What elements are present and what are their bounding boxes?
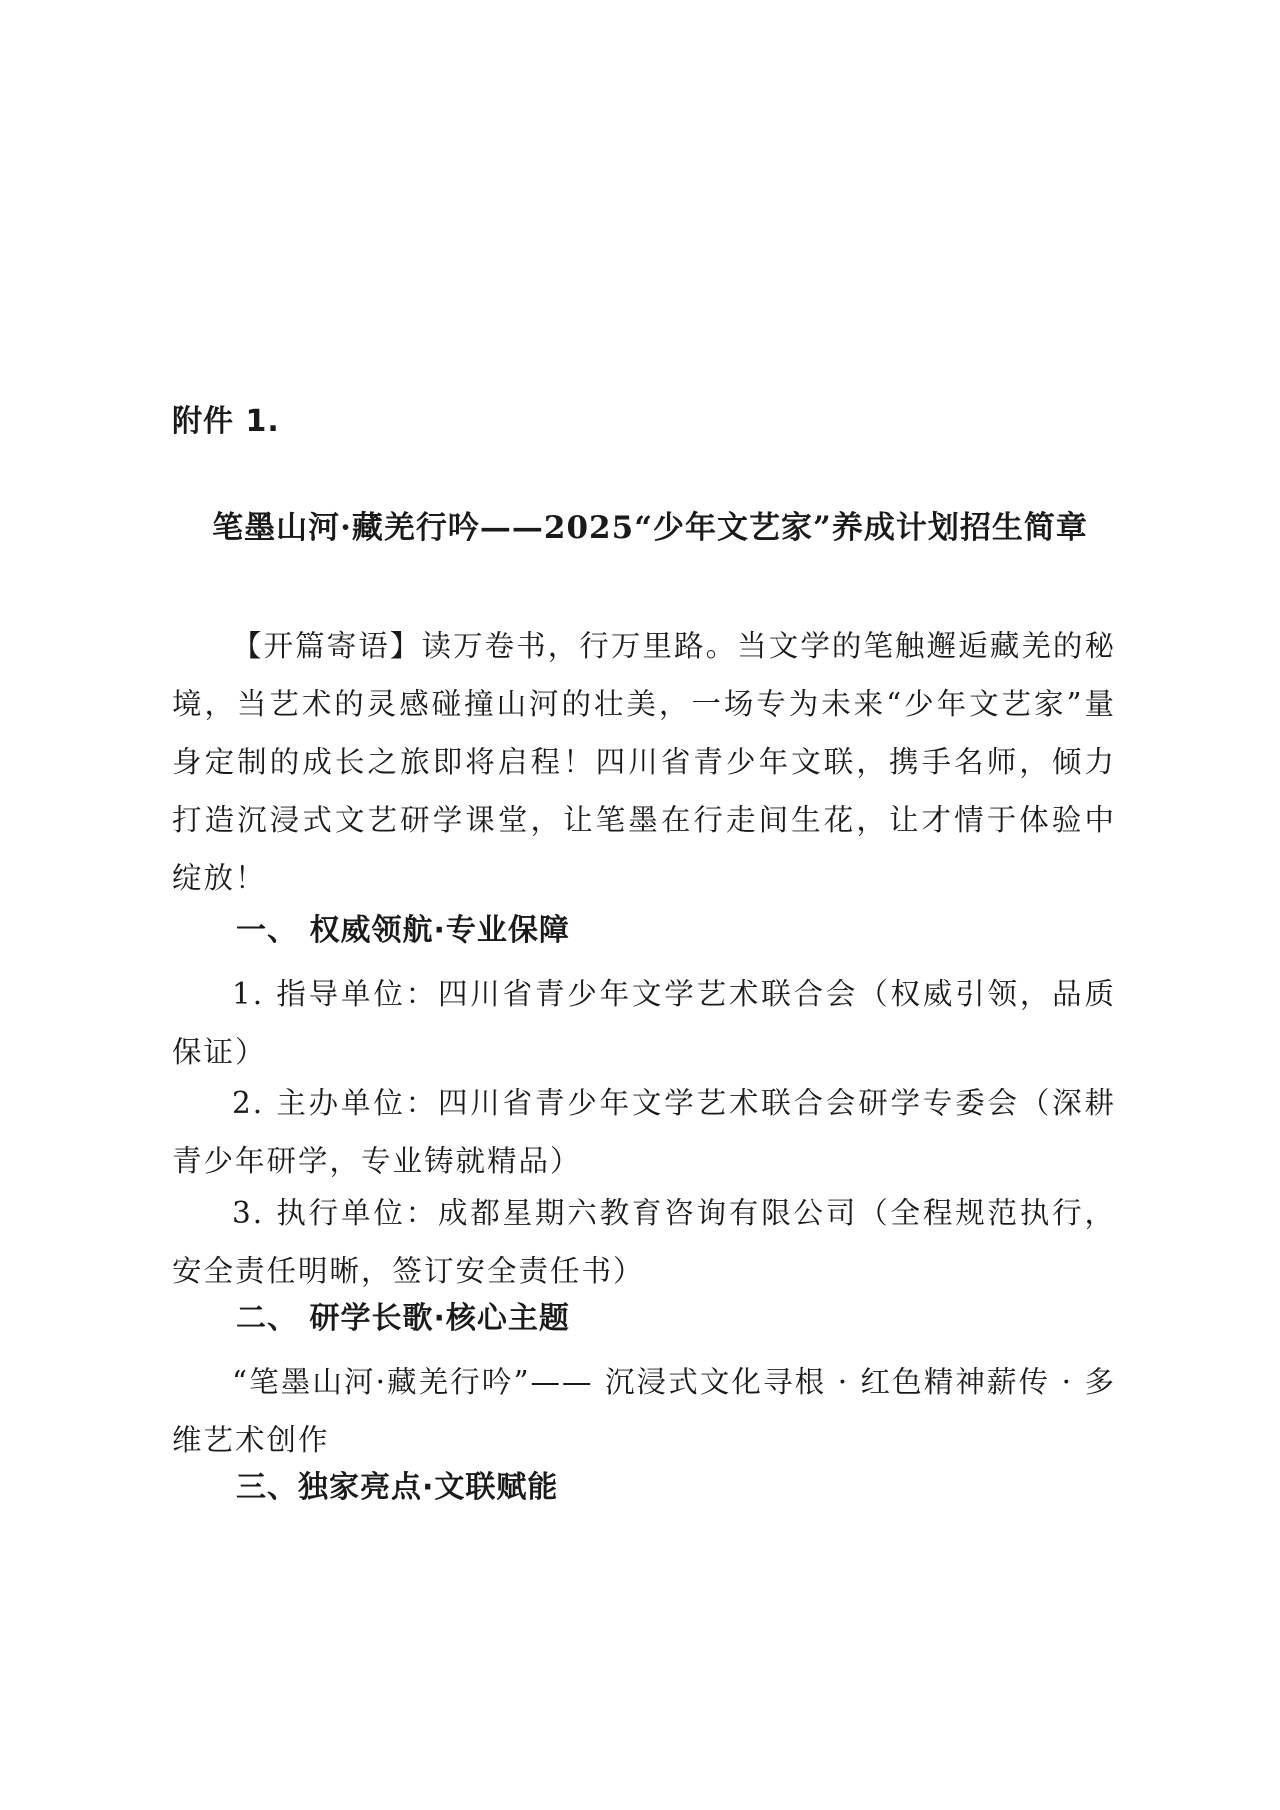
attachment-label: 附件 1. <box>172 404 280 439</box>
section-heading-1: 一、 权威领航·专业保障 <box>236 913 570 948</box>
section-heading-2: 二、 研学长歌·核心主题 <box>236 1301 570 1336</box>
list-item-executing-unit: 3. 执行单位：成都星期六教育咨询有限公司（全程规范执行，安全责任明晰，签订安全责任书） <box>172 1196 1116 1288</box>
section-heading-3: 三、独家亮点·文联赋能 <box>236 1470 559 1505</box>
list-item-guiding-unit: 1. 指导单位：四川省青少年文学艺术联合会（权威引领，品质保证） <box>172 977 1116 1069</box>
intro-paragraph: 【开篇寄语】读万卷书，行万里路。当文学的笔触邂逅藏羌的秘境，当艺术的灵感碰撞山河的壮美，一场专为未来“少年文艺家”量身定制的成长之旅即将启程！四川省青少年文联，携手名师，倾力打造沉浸式文艺研学课堂，让笔墨在行走间生花，让才情于体验中绽放！ <box>172 629 1116 895</box>
list-item-host-unit: 2. 主办单位：四川省青少年文学艺术联合会研学专委会（深耕青少年研学，专业铸就精品） <box>172 1086 1116 1178</box>
core-theme-paragraph: “笔墨山河·藏羌行吟”—— 沉浸式文化寻根 · 红色精神薪传 · 多维艺术创作 <box>172 1365 1116 1457</box>
document-title: 笔墨山河·藏羌行吟——2025“少年文艺家”养成计划招生简章 <box>212 510 1088 546</box>
